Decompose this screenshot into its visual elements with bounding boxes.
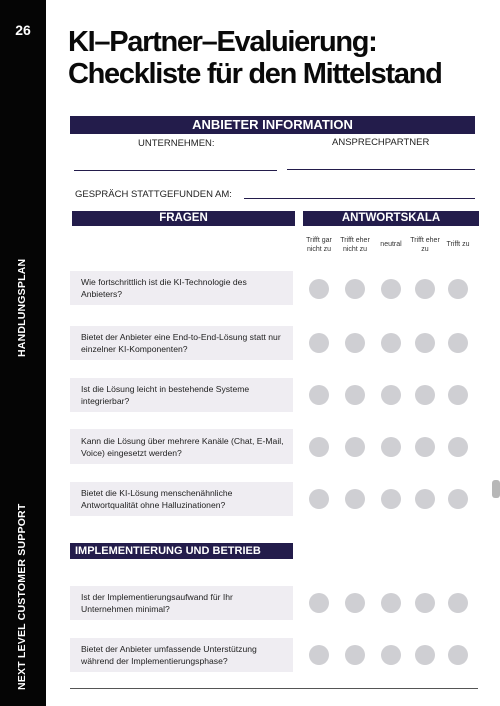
provider-info-header: ANBIETER INFORMATION bbox=[70, 116, 475, 134]
rating-option-2[interactable] bbox=[345, 593, 365, 613]
question-row: Bietet der Anbieter eine End-to-End-Lösung statt nur einzelner KI-Komponenten? bbox=[70, 326, 293, 360]
rating-option-1[interactable] bbox=[309, 489, 329, 509]
sidebar-label-customer-support: NEXT LEVEL CUSTOMER SUPPORT bbox=[16, 503, 28, 690]
questions-header: FRAGEN bbox=[72, 211, 295, 226]
rating-option-4[interactable] bbox=[415, 279, 435, 299]
rating-option-4[interactable] bbox=[415, 489, 435, 509]
page-title-line-1: KI–Partner–Evaluierung: bbox=[68, 26, 377, 58]
rating-option-3[interactable] bbox=[381, 437, 401, 457]
scale-label-1: Trifft gar nicht zu bbox=[306, 237, 332, 253]
rating-option-3[interactable] bbox=[381, 645, 401, 665]
rating-option-2[interactable] bbox=[345, 279, 365, 299]
rating-option-5[interactable] bbox=[448, 333, 468, 353]
rating-option-1[interactable] bbox=[309, 385, 329, 405]
rating-option-4[interactable] bbox=[415, 333, 435, 353]
rating-option-5[interactable] bbox=[448, 279, 468, 299]
question-row: Bietet die KI-Lösung menschenähnliche Antwortqualität ohne Halluzinationen? bbox=[70, 482, 293, 516]
sidebar-label-handlungsplan: HANDLUNGSPLAN bbox=[16, 258, 28, 357]
rating-option-5[interactable] bbox=[448, 489, 468, 509]
meeting-date-input-line[interactable] bbox=[244, 198, 475, 199]
rating-option-4[interactable] bbox=[415, 593, 435, 613]
page-title-line-2: Checkliste für den Mittelstand bbox=[68, 58, 442, 90]
question-row: Bietet der Anbieter umfassende Unterstützung während der Implementierungsphase? bbox=[70, 638, 293, 672]
rating-option-2[interactable] bbox=[345, 645, 365, 665]
rating-option-3[interactable] bbox=[381, 333, 401, 353]
rating-option-3[interactable] bbox=[381, 489, 401, 509]
scrollbar-thumb[interactable] bbox=[492, 480, 500, 498]
rating-option-3[interactable] bbox=[381, 279, 401, 299]
rating-option-5[interactable] bbox=[448, 645, 468, 665]
rating-option-5[interactable] bbox=[448, 593, 468, 613]
page-number: 26 bbox=[15, 22, 31, 38]
bottom-divider bbox=[70, 688, 478, 689]
rating-option-2[interactable] bbox=[345, 385, 365, 405]
question-row: Ist die Lösung leicht in bestehende Systeme integrierbar? bbox=[70, 378, 293, 412]
rating-option-1[interactable] bbox=[309, 279, 329, 299]
rating-option-2[interactable] bbox=[345, 489, 365, 509]
company-label: UNTERNEHMEN: bbox=[138, 138, 215, 149]
implementation-header: IMPLEMENTIERUNG UND BETRIEB bbox=[70, 543, 293, 559]
question-row: Kann die Lösung über mehrere Kanäle (Chat, E-Mail, Voice) eingesetzt werden? bbox=[70, 429, 293, 464]
scale-label-4: Trifft eher zu bbox=[410, 237, 440, 253]
rating-option-2[interactable] bbox=[345, 437, 365, 457]
contact-label: ANSPRECHPARTNER bbox=[332, 137, 430, 148]
scale-label-5: Trifft zu bbox=[446, 241, 470, 248]
rating-option-5[interactable] bbox=[448, 437, 468, 457]
page-title bbox=[68, 26, 488, 90]
scale-label-3: neutral bbox=[380, 241, 402, 248]
rating-option-3[interactable] bbox=[381, 385, 401, 405]
question-row: Ist der Implementierungsaufwand für Ihr Unternehmen minimal? bbox=[70, 586, 293, 620]
rating-option-1[interactable] bbox=[309, 593, 329, 613]
rating-option-3[interactable] bbox=[381, 593, 401, 613]
rating-option-4[interactable] bbox=[415, 437, 435, 457]
sidebar bbox=[0, 0, 46, 706]
rating-option-1[interactable] bbox=[309, 333, 329, 353]
question-row: Wie fortschrittlich ist die KI-Technologie des Anbieters? bbox=[70, 271, 293, 305]
meeting-date-label: GESPRÄCH STATTGEFUNDEN AM: bbox=[75, 189, 232, 200]
rating-option-4[interactable] bbox=[415, 385, 435, 405]
rating-option-5[interactable] bbox=[448, 385, 468, 405]
scale-label-2: Trifft eher nicht zu bbox=[340, 237, 370, 253]
rating-option-2[interactable] bbox=[345, 333, 365, 353]
contact-input-line[interactable] bbox=[287, 169, 475, 170]
rating-option-1[interactable] bbox=[309, 437, 329, 457]
company-input-line[interactable] bbox=[74, 170, 277, 171]
rating-option-1[interactable] bbox=[309, 645, 329, 665]
answer-scale-header: ANTWORTSKALA bbox=[303, 211, 479, 226]
rating-option-4[interactable] bbox=[415, 645, 435, 665]
